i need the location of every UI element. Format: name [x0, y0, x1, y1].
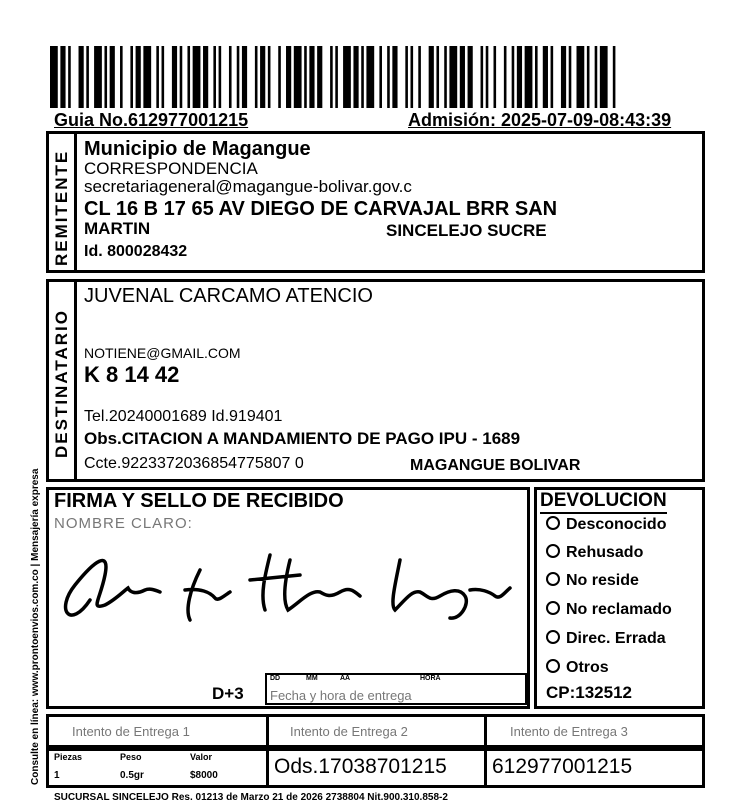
barcode-bar	[551, 46, 554, 108]
barcode-bar	[162, 46, 165, 108]
remitente-name: Municipio de Magangue	[84, 138, 311, 160]
remitente-city: SINCELEJO SUCRE	[386, 221, 547, 240]
barcode-bar	[405, 46, 408, 108]
barcode-bar	[444, 46, 447, 108]
destinatario-name: JUVENAL CARCAMO ATENCIO	[84, 285, 373, 307]
barcode-bar	[418, 46, 421, 108]
remitente-dept: CORRESPONDENCIA	[84, 159, 258, 178]
barcode-bar	[219, 46, 222, 108]
intento-entrega-3: Intento de Entrega 3	[510, 724, 628, 739]
ods-number: Ods.17038701215	[274, 755, 447, 778]
barcode-bar	[436, 46, 439, 108]
barcode-bar	[600, 46, 608, 108]
piezas-header: Piezas	[54, 752, 83, 762]
barcode-bar	[130, 46, 133, 108]
fecha-entrega-label: Fecha y hora de entrega	[270, 688, 412, 703]
barcode-bar	[543, 46, 548, 108]
remitente-id: Id. 800028432	[84, 243, 188, 260]
barcode-bar	[392, 46, 397, 108]
devolucion-option-otros[interactable]: Otros	[546, 659, 609, 677]
barcode-bar	[449, 46, 457, 108]
barcode-bar	[361, 46, 364, 108]
barcode-bar	[229, 46, 232, 108]
barcode-bar	[468, 46, 473, 108]
barcode-bar	[481, 46, 484, 108]
recibido-title: FIRMA Y SELLO DE RECIBIDO	[54, 490, 344, 512]
devolucion-option-direc-errada[interactable]: Direc. Errada	[546, 630, 666, 648]
barcode-bar	[143, 46, 151, 108]
barcode-bar	[187, 46, 190, 108]
devolucion-option-no-reside[interactable]: No reside	[546, 572, 639, 590]
barcode-bar	[335, 46, 338, 108]
barcode-bar	[172, 46, 177, 108]
destinatario-cte: Ccte.9223372036854775807 0	[84, 455, 304, 472]
barcode-bar	[613, 46, 616, 108]
barcode-bar	[429, 46, 434, 108]
valor-value: $8000	[190, 770, 218, 781]
barcode-bar	[294, 46, 302, 108]
barcode-bar	[278, 46, 281, 108]
barcode-bar	[255, 46, 258, 108]
barcode	[50, 46, 618, 108]
intento-entrega-1: Intento de Entrega 1	[72, 724, 190, 739]
barcode-bar	[120, 46, 123, 108]
date-header-mm: MM	[306, 675, 318, 682]
barcode-bar	[411, 46, 414, 108]
barcode-bar	[525, 46, 533, 108]
devolucion-option-desconocido[interactable]: Desconocido	[546, 516, 666, 534]
dplus-label: D+3	[212, 684, 244, 703]
barcode-bar	[110, 46, 115, 108]
barcode-bar	[353, 46, 358, 108]
barcode-bar	[60, 46, 65, 108]
barcode-bar	[309, 46, 314, 108]
barcode-bar	[343, 46, 351, 108]
barcode-bar	[486, 46, 489, 108]
remitente-label: REMITENTE	[52, 149, 71, 266]
barcode-bar	[260, 46, 265, 108]
devolucion-title: DEVOLUCION	[540, 490, 667, 514]
barcode-bar	[86, 46, 89, 108]
peso-header: Peso	[120, 752, 142, 762]
barcode-bar	[79, 46, 84, 108]
side-website-text: Consulte en línea: www.prontoenvios.com.co | Mensajería expresa	[30, 468, 41, 785]
signature	[50, 530, 520, 630]
barcode-bar	[366, 46, 374, 108]
barcode-bar	[180, 46, 183, 108]
date-header-dd: DD	[270, 675, 281, 682]
nombre-claro-label: NOMBRE CLARO:	[54, 515, 193, 532]
admision-date: Admisión: 2025-07-09-08:43:39	[408, 110, 672, 130]
barcode-bar	[193, 46, 201, 108]
valor-header: Valor	[190, 752, 213, 762]
barcode-bar	[136, 46, 141, 108]
barcode-bar	[304, 46, 307, 108]
barcode-bar	[330, 46, 333, 108]
barcode-bar	[387, 46, 390, 108]
intento-entrega-2: Intento de Entrega 2	[290, 724, 408, 739]
devolucion-option-rehusado[interactable]: Rehusado	[546, 544, 643, 562]
barcode-bar	[587, 46, 590, 108]
barcode-bar	[512, 46, 515, 108]
date-header-hora: HORA	[420, 675, 441, 682]
destinatario-address: K 8 14 42	[84, 362, 180, 387]
remitente-address-2: MARTIN	[84, 219, 151, 238]
barcode-bar	[317, 46, 322, 108]
barcode-bar	[203, 46, 208, 108]
destinatario-tel: Tel.20240001689 Id.919401	[84, 408, 283, 425]
barcode-bar	[50, 46, 58, 108]
barcode-bar	[577, 46, 585, 108]
date-header-aa: AA	[340, 675, 351, 682]
barcode-bar	[569, 46, 572, 108]
barcode-bar	[561, 46, 566, 108]
devolucion-option-no-reclamado[interactable]: No reclamado	[546, 601, 672, 619]
barcode-bar	[460, 46, 465, 108]
remitente-email: secretariageneral@magangue-bolivar.gov.c	[84, 177, 412, 196]
destinatario-label: DESTINATARIO	[52, 309, 71, 458]
barcode-bar	[517, 46, 522, 108]
destinatario-email: NOTIENE@GMAIL.COM	[84, 345, 241, 361]
peso-value: 0.5gr	[120, 770, 144, 781]
devolucion-cp: CP:132512	[546, 683, 633, 702]
footer-text: SUCURSAL SINCELEJO Res. 01213 de Marzo 21 de 2026 2738804 Nit.900.310.858-2	[54, 792, 448, 803]
barcode-bar	[286, 46, 291, 108]
barcode-bar	[237, 46, 240, 108]
barcode-bar	[535, 46, 538, 108]
piezas-value: 1	[54, 770, 60, 781]
remitente-address: CL 16 B 17 65 AV DIEGO DE CARVAJAL BRR SAN	[84, 198, 558, 220]
barcode-bar	[379, 46, 382, 108]
guia-number: Guia No.612977001215	[54, 110, 249, 130]
barcode-bar	[595, 46, 598, 108]
barcode-bar	[494, 46, 497, 108]
barcode-bar	[504, 46, 507, 108]
destinatario-city: MAGANGUE BOLIVAR	[410, 457, 581, 474]
barcode-bar	[156, 46, 159, 108]
barcode-bar	[104, 46, 107, 108]
destinatario-obs: Obs.CITACION A MANDAMIENTO DE PAGO IPU - 1689	[84, 429, 521, 448]
barcode-bar	[268, 46, 271, 108]
barcode-bar	[242, 46, 247, 108]
guia-number-bottom: 612977001215	[492, 755, 633, 778]
barcode-bar	[94, 46, 102, 108]
barcode-bar	[68, 46, 71, 108]
barcode-bar	[213, 46, 216, 108]
